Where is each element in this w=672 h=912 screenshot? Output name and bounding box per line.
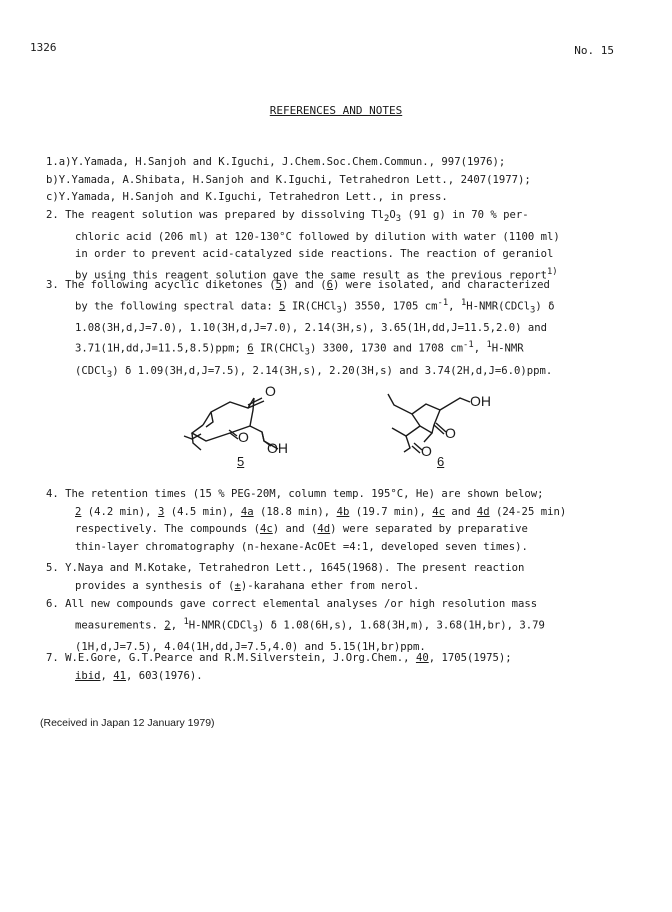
ref-line: in order to prevent acid-catalyzed side reactions. The reaction of geraniol (75, 248, 554, 261)
ref-line: 2 (4.2 min), 3 (4.5 min), 4a (18.8 min), 4b (19.7 min), 4c and 4d (24-25 min) (75, 505, 567, 518)
ref-line: 5. Y.Naya and M.Kotake, Tetrahedron Lett., 1645(1968). The present reaction (46, 562, 525, 574)
compound-label-5: 5 (237, 454, 245, 469)
reference-5 (46, 560, 646, 595)
ref-line: c)Y.Yamada, H.Sanjoh and K.Iguchi, Tetrahedron Lett., in press. (46, 191, 448, 204)
received-date: (Received in Japan 12 January 1979) (40, 717, 215, 729)
ref-line: 6. All new compounds gave correct elemental analyses /or high resolution mass (46, 598, 538, 610)
structure-6 (374, 380, 494, 470)
ref-line: 3.71(1H,dd,J=11.5,8.5)ppm; 6 IR(CHCl$_3$) 3300, 1730 and 1708 $cm^{-1}$, $^1$H-NMR (75, 340, 524, 359)
issue-number: No. 15 (574, 44, 614, 57)
ref-line: 3. The following acyclic diketones (5) and (6) were isolated, and characterized (46, 279, 550, 291)
ref-line: b)Y.Yamada, A.Shibata, H.Sanjoh and K.Iguchi, Tetrahedron Lett., 2407(1977); (46, 173, 531, 186)
ref-line: respectively. The compounds (4c) and (4d) were separated by preparative (75, 523, 528, 536)
ref-line: measurements. 2, $^1$H-NMR(CDCl$_3$) δ 1.08(6H,s), 1.68(3H,m), 3.68(1H,br), 3.79 (75, 616, 545, 635)
reference-4 (46, 486, 646, 556)
ref-line: 4. The retention times (15 % PEG-20M, column temp. 195°C, He) are shown below; (46, 488, 544, 500)
ref-line: 1.a)Y.Yamada, H.Sanjoh and K.Iguchi, J.Chem.Soc.Chem.Commun., 997(1976); (46, 156, 506, 168)
ref-line: thin-layer chromatography (n-hexane-AcOEt =4:1, developed seven times). (75, 540, 528, 553)
references-heading: REFERENCES AND NOTES (269, 104, 403, 117)
ref-line: 1.08(3H,d,J=7.0), 1.10(3H,d,J=7.0), 2.14(3H,s), 3.65(1H,dd,J=11.5,2.0) and (75, 321, 547, 334)
ref-line: (1H,d,J=7.5), 4.04(1H,dd,J=7.5,4.0) and 5.15(1H,br)ppm. (75, 640, 426, 653)
ref-line: by the following spectral data: 5 IR(CHCl$_3$) 3550, 1705 $cm^{-1}$, $^1$H-NMR(CDCl$_3$) δ (75, 297, 555, 316)
reference-1 (46, 154, 646, 207)
ref-line: ibid, 41, 603(1976). (75, 669, 203, 682)
ref-line: by using this reagent solution gave the same result as the previous report$^{1)}$ (75, 266, 558, 282)
ref-line: chloric acid (206 ml) at 120-130°C followed by dilution with water (1100 ml) (75, 230, 560, 243)
reference-3 (46, 277, 646, 384)
hydroxyl-group: OH (267, 440, 288, 456)
ref-line: 2. The reagent solution was prepared by dissolving $Tl_2O_3$ (91 g) in 70 % per- (46, 209, 529, 225)
oxygen-atom: O (238, 429, 249, 445)
reference-6 (46, 596, 646, 656)
reference-2 (46, 207, 646, 285)
ref-line: (CDCl$_3$) δ 1.09(3H,d,J=7.5), 2.14(3H,s), 2.20(3H,s) and 3.74(2H,d,J=6.0)ppm. (75, 364, 553, 380)
hydroxyl-group: OH (470, 393, 491, 409)
oxygen-atom: O (265, 383, 276, 399)
page-number: 1326 (30, 41, 57, 54)
oxygen-atom: O (421, 443, 432, 459)
oxygen-atom: O (445, 425, 456, 441)
reference-7 (46, 650, 646, 685)
compound-label-6: 6 (437, 454, 445, 469)
ref-line: 7. W.E.Gore, G.T.Pearce and R.M.Silverstein, J.Org.Chem., 40, 1705(1975); (46, 652, 512, 664)
ref-line: provides a synthesis of (±)-karahana ether from nerol. (75, 579, 420, 592)
